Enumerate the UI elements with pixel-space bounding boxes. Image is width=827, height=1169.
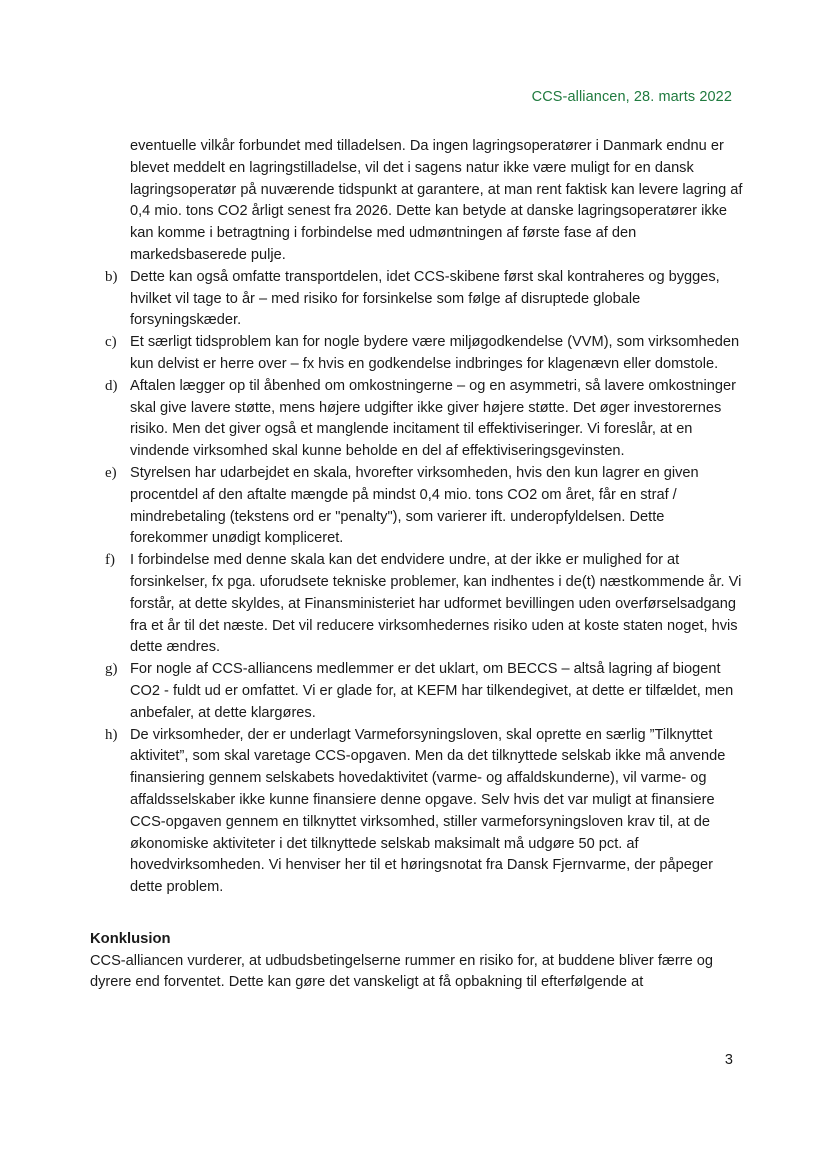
list-item-g [90,659,745,724]
list-item-text: Dette kan også omfatte transportdelen, idet CCS-skibene først skal kontraheres og bygges, hvilket vil tage to år – med risiko for forsinkelse som følge af disruptede globale forsyningskæder. [130,268,720,329]
list-marker: e) [105,464,117,481]
conclusion-paragraph: CCS-alliancen vurderer, at udbudsbetingelserne rummer en risiko for, at buddene bliver færre og dyrere end forventet. Dette kan gøre det vanskeligt at få opbakning til efterfølgende at [90,952,713,991]
list-item-c [90,332,745,376]
list-item-text: De virksomheder, der er underlagt Varmeforsyningsloven, skal oprette en særlig ”Tilknyttet aktivitet”, som skal varetage CCS-opgaven. Men da det tilknyttede selskab ikke må anvende finansiering gennem selskabets hovedaktivitet (varme- og affaldskunderne), vil varme- og affaldsselskaber ikke kunne finansiere denne opgave. Selv hvis det var muligt at finansiere CCS-opgaven gennem en tilknyttet virksomhed, stiller varmeforsyningsloven krav til, at de økonomiske aktiviteter i det tilknyttede selskab maksimalt må udgøre 50 pct. af hovedvirksomheden. Vi henviser her til et høringsnotat fra Dansk Fjernvarme, der påpeger dette problem. [130,726,726,896]
list-item-b [90,267,745,332]
page-number: 3 [724,1052,733,1068]
list-item-text: Aftalen lægger op til åbenhed om omkostningerne – og en asymmetri, så lavere omkostninger skal give lavere støtte, mens højere udgifter ikke giver højere støtte. Det øger investorernes risiko. Men det giver også et manglende incitament til effektiviseringer. Vi foreslår, at en vindende virksomhed skal kunne beholde en del af effektiviseringsgevinsten. [130,377,736,460]
list-item-d [90,376,745,463]
list-item-e [90,463,745,550]
list-item-text: For nogle af CCS-alliancens medlemmer er det uklart, om BECCS – altså lagring af biogent CO2 - fuldt ud er omfattet. Vi er glade for, at KEFM har tilkendegivet, at dette er tilfældet, men anbefaler, at dette klargøres. [130,661,734,721]
list-item-text: Styrelsen har udarbejdet en skala, hvorefter virksomheden, hvis den kun lagrer en given procentdel af den aftalte mængde på mindst 0,4 mio. tons CO2 om året, får en straf / mindrebetaling (tekstens ord er "penalty"), som varierer ift. underopfyldelsen. Dette forekommer unødigt kompliceret. [130,464,699,547]
continuation-paragraph: eventuelle vilkår forbundet med tilladelsen. Da ingen lagringsoperatører i Danmark endnu er blevet meddelt en lagringstilladelse, vil det i sagens natur ikke være muligt for en dansk lagringsoperatør på nuværende tidspunkt at garantere, at man rent faktisk kan levere lagring af 0,4 mio. tons CO2 årligt senest fra 2026. Dette kan betyde at danske lagringsoperatører ikke kan komme i betragtning i forbindelse med udmøntningen af første fase af den markedsbaserede pulje. [130,138,743,263]
list-item-text: Et særligt tidsproblem kan for nogle bydere være miljøgodkendelse (VVM), som virksomheden kun delvist er herre over – fx hvis en godkendelse indbringes for klagenævn eller domstole. [130,334,740,372]
list-marker: d) [105,377,118,394]
list-item-f [90,550,745,659]
list-item-h [90,725,745,899]
list-marker: g) [105,661,118,678]
list-marker: c) [105,334,117,351]
list-marker: f) [105,552,115,569]
list-marker: h) [105,726,118,743]
page-header: CCS-alliancen, 28. marts 2022 [531,89,732,105]
conclusion-heading: Konklusion [90,930,171,947]
list-item-text: I forbindelse med denne skala kan det endvidere undre, at der ikke er mulighed for at forsinkelser, fx pga. uforudsete tekniske problemer, kan indhentes i de(t) næstkommende år. Vi forstår, at dette skyldes, at Finansministeriet har udformet bevillingen uden overførselsadgang fra et år til det næste. Det vil reducere virksomhedernes risiko uden at koste staten noget, hvis dette ændres. [130,552,742,656]
document-body [90,136,745,994]
list-marker: b) [105,268,118,285]
